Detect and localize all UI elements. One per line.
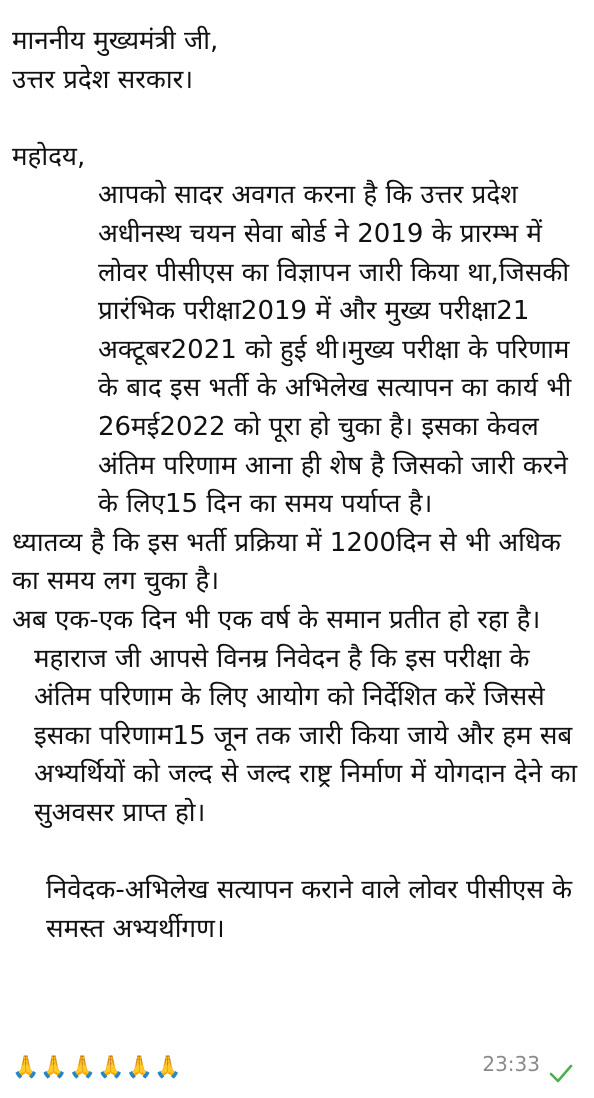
- greeting: महोदय,: [12, 141, 86, 172]
- paragraph-3: अब एक-एक दिन भी एक वर्ष के समान प्रतीत हो रहा है।: [12, 604, 541, 635]
- check-icon: [548, 1062, 574, 1084]
- blank-line: [12, 832, 580, 871]
- salutation-line-1: माननीय मुख्यमंत्री जी,: [12, 26, 219, 56]
- salutation-line-2: उत्तर प्रदेश सरकार।: [12, 64, 194, 95]
- signature: निवेदक-अभिलेख सत्यापन कराने वाले लोवर पीसीएस के समस्त अभ्यर्थीगण।: [46, 875, 573, 944]
- message-timestamp: 23:33: [482, 1052, 540, 1077]
- folded-hands-emojis: 🙏🙏🙏🙏🙏🙏: [12, 1055, 183, 1081]
- message-footer: [12, 1052, 580, 1092]
- paragraph-4: महाराज जी आपसे विनम्र निवेदन है कि इस परीक्षा के अंतिम परिणाम के लिए आयोग को निर्देशित करें जिससे इसका परिणाम15 जून तक जारी किया जाये और हम सब अभ्यर्थियों को जल्द से जल्द राष्ट्र निर्माण में योगदान देने का सुअवसर प्राप्त हो।: [34, 643, 578, 828]
- paragraph-2: ध्यातव्य है कि इस भर्ती प्रक्रिया में 1200दिन से भी अधिक का समय लग चुका है।: [12, 527, 561, 597]
- paragraph-1: आपको सादर अवगत करना है कि उत्तर प्रदेश अधीनस्थ चयन सेवा बोर्ड ने 2019 के प्रारम्भ में लोवर पीसीएस का विज्ञापन जारी किया था,जिसकी प्रारंभिक परीक्षा2019 में और मुख्य परीक्षा21 अक्टूबर2021 को हुई थी।मुख्य परीक्षा के परिणाम के बाद इस भर्ती के अभिलेख सत्यापन का कार्य भी 26मई2022 को पूरा हो चुका है। इसका केवल अंतिम परिणाम आना ही शेष है जिसको जारी करने के लिए15 दिन का समय पर्याप्त है।: [98, 180, 572, 520]
- blank-line: [12, 99, 580, 138]
